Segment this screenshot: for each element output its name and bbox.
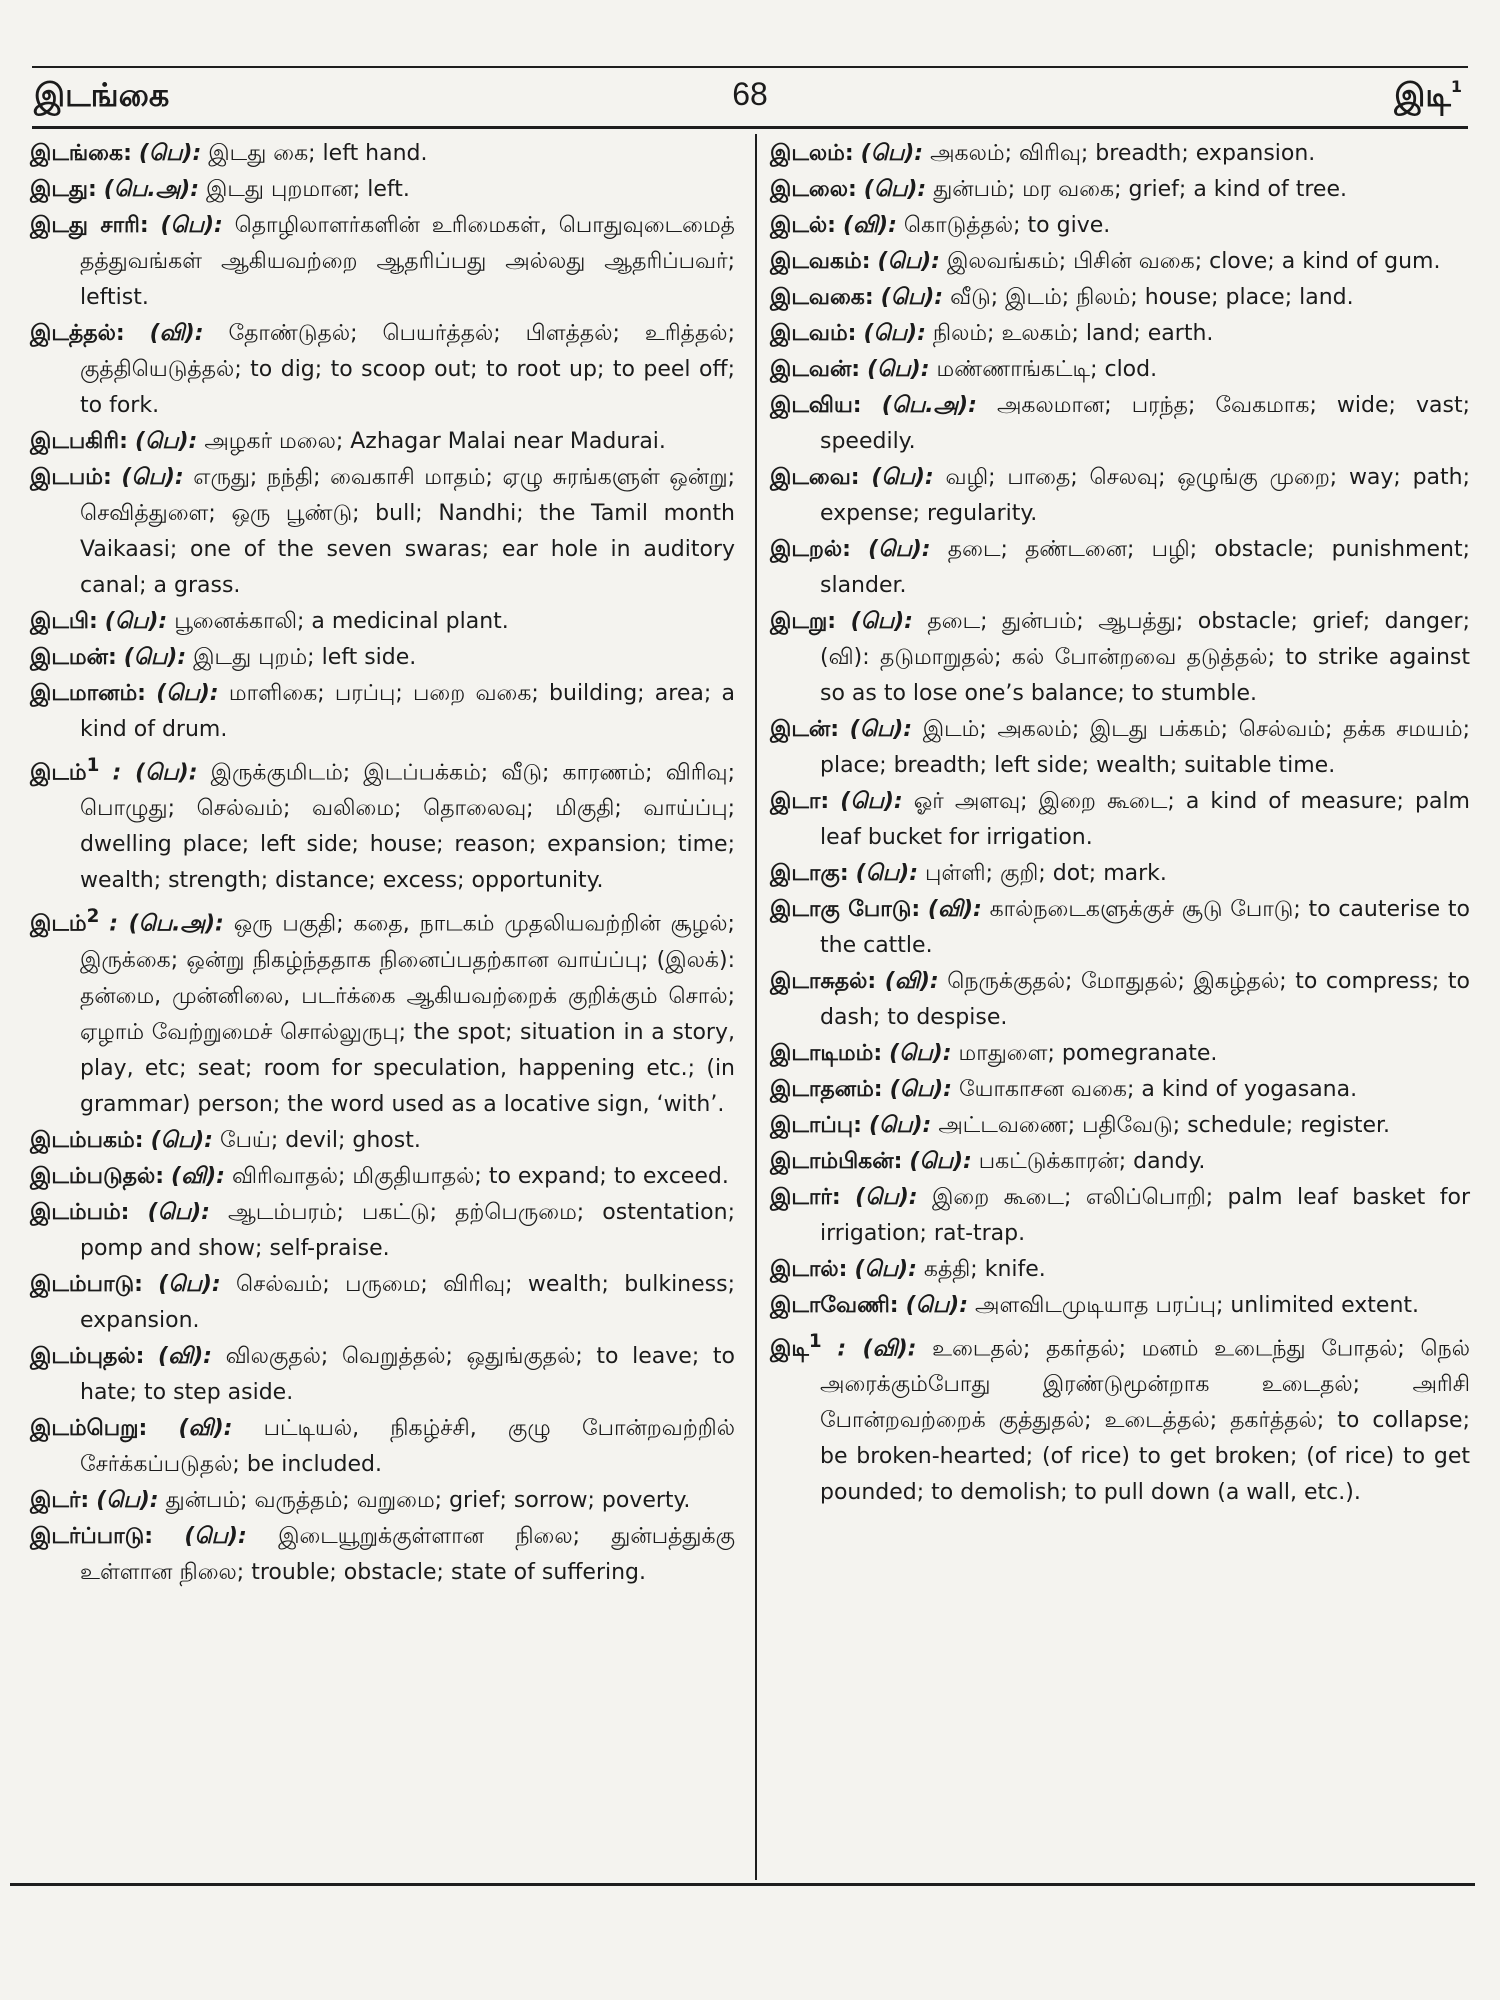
- dictionary-entry: [770, 856, 1470, 892]
- dictionary-entry: [30, 1411, 735, 1483]
- entry-definition: மாதுளை; pomegranate.: [958, 1041, 1218, 1066]
- entry-part-of-speech: (பெ.அ):: [103, 177, 200, 202]
- dictionary-entry: [770, 1108, 1470, 1144]
- entry-part-of-speech: (பெ):: [123, 645, 187, 670]
- entry-definition: இடது புறமான; left.: [206, 177, 410, 202]
- entry-part-of-speech: (பெ):: [871, 465, 934, 490]
- entry-headword: இடத்தல்:: [30, 321, 125, 346]
- entry-definition: அழகர் மலை; Azhagar Malai near Madurai.: [204, 429, 666, 454]
- entry-part-of-speech: : (பெ.அ):: [109, 911, 224, 937]
- dictionary-entry: [770, 1036, 1470, 1072]
- page-header: [32, 70, 1468, 124]
- entry-part-of-speech: (பெ):: [850, 609, 913, 634]
- dictionary-entry: [770, 1324, 1470, 1511]
- entry-headword: இடபகிரி:: [30, 429, 128, 454]
- entry-part-of-speech: (பெ):: [104, 609, 168, 634]
- dictionary-entry: [30, 1159, 735, 1195]
- entry-part-of-speech: : (பெ):: [112, 760, 198, 786]
- entry-definition: உடைதல்; தகர்தல்; மனம் உடைந்து போதல்; நெல் அரைக்கும்போது இரண்டுமூன்றாக உடைதல்; அரிசி போன்றவற்றைக் குத்துதல்; உடைத்தல்; தகர்த்தல்; to collapse; be broken-hearted; (of rice) to get broken; (of rice) to get pounded; to demolish; to pull down (a wall, etc.).: [820, 1336, 1470, 1506]
- entry-headword: இடபி:: [30, 609, 98, 634]
- dictionary-entry: [770, 316, 1470, 352]
- right-column: [770, 136, 1470, 1511]
- entry-part-of-speech: (பெ):: [156, 681, 219, 706]
- entry-part-of-speech: (பெ):: [860, 141, 924, 166]
- entry-headword: இடர்:: [30, 1487, 90, 1513]
- entry-definition: பட்டியல், நிகழ்ச்சி, குழு போன்றவற்றில் சேர்க்கப்படுதல்; be included.: [80, 1415, 735, 1477]
- entry-part-of-speech: (பெ):: [854, 1257, 917, 1282]
- entry-part-of-speech: (பெ):: [855, 861, 919, 886]
- entry-headword: இடா:: [770, 789, 830, 814]
- top-rule: [32, 66, 1468, 68]
- entry-definition: ஓர் அளவு; இறை கூடை; a kind of measure; palm leaf bucket for irrigation.: [820, 789, 1470, 850]
- entry-definition: கால்நடைகளுக்குச் சூடு போடு; to cauterise to the cattle.: [820, 897, 1470, 958]
- entry-headword: இடது சாரி:: [30, 213, 149, 238]
- entry-headword: இடம்படுதல்:: [30, 1163, 165, 1189]
- dictionary-entry: [770, 388, 1470, 460]
- entry-headword: இடவிய:: [770, 393, 862, 418]
- bottom-rule: [10, 1883, 1475, 1886]
- entry-definition: கத்தி; knife.: [923, 1257, 1046, 1282]
- entry-definition: இடது கை; left hand.: [208, 141, 428, 166]
- entry-definition: ஒரு பகுதி; கதை, நாடகம் முதலியவற்றின் சூழல்; இருக்கை; ஒன்று நிகழ்ந்ததாக நினைப்பதற்கான வாய்ப்பு; (இலக்): தன்மை, முன்னிலை, படர்க்கை ஆகியவற்றைக் குறிக்கும் சொல்; ஏழாம் வேற்றுமைச் சொல்லுருபு; the spot; situation in a story, play, etc; seat; room for speculation, happening etc.; (in grammar) person; the word used as a locative sign, ‘with’.: [80, 911, 735, 1117]
- entry-part-of-speech: (வி):: [927, 897, 982, 922]
- entry-definition: கொடுத்தல்; to give.: [903, 213, 1111, 238]
- entry-definition: இருக்குமிடம்; இடப்பக்கம்; வீடு; காரணம்; விரிவு; பொழுது; செல்வம்; வலிமை; தொலைவு; மிகுதி; வாய்ப்பு; dwelling place; left side; house; reason; expansion; time; wealth; strength; distance; excess; opportunity.: [80, 760, 736, 894]
- entry-definition: புள்ளி; குறி; dot; mark.: [925, 861, 1167, 886]
- dictionary-entry: [30, 748, 735, 899]
- entry-headword: இடாதனம்:: [770, 1077, 883, 1102]
- entry-headword: இடாம்பிகன்:: [770, 1149, 903, 1174]
- dictionary-entry: [770, 1180, 1470, 1252]
- entry-definition: தொழிலாளர்களின் உரிமைகள், பொதுவுடைமைத் தத்துவங்கள் ஆகியவற்றை ஆதரிப்பது அல்லது ஆதரிப்பவர்; leftist.: [80, 213, 736, 310]
- entry-headword: இடவை:: [770, 465, 860, 490]
- entry-headword: இடம்பெறு:: [30, 1415, 148, 1441]
- dictionary-entry: [770, 604, 1470, 712]
- dictionary-entry: [30, 899, 735, 1122]
- entry-headword: இடவன்:: [770, 357, 861, 382]
- entry-part-of-speech: (பெ):: [909, 1149, 972, 1174]
- dictionary-entry: [30, 460, 735, 604]
- entry-definition: நெருக்குதல்; மோதுதல்; இகழ்தல்; to compress; to dash; to despise.: [820, 969, 1470, 1030]
- entry-homonym-number: 2: [86, 906, 100, 928]
- entry-part-of-speech: (பெ):: [138, 141, 202, 166]
- dictionary-entry: [30, 316, 735, 424]
- dictionary-entry: [30, 424, 735, 460]
- entry-headword: இடாவேணி:: [770, 1293, 899, 1318]
- entry-headword: இடமானம்:: [30, 681, 146, 706]
- entry-headword: இடவகம்:: [770, 249, 871, 274]
- entry-definition: அளவிடமுடியாத பரப்பு; unlimited extent.: [975, 1293, 1420, 1318]
- entry-definition: தோண்டுதல்; பெயர்த்தல்; பிளத்தல்; உரித்தல்; குத்தியெடுத்தல்; to dig; to scoop out; to root up; to peel off; to fork.: [80, 321, 735, 418]
- entry-headword: இடலம்:: [770, 141, 854, 166]
- entry-definition: துன்பம்; வருத்தம்; வறுமை; grief; sorrow; poverty.: [165, 1487, 691, 1513]
- dictionary-entry: [770, 532, 1470, 604]
- entry-definition: இடது புறம்; left side.: [193, 645, 417, 670]
- dictionary-entry: [770, 208, 1470, 244]
- entry-part-of-speech: (வி):: [884, 969, 939, 994]
- dictionary-entry: [770, 352, 1470, 388]
- entry-part-of-speech: (பெ):: [160, 213, 223, 238]
- dictionary-entry: [770, 460, 1470, 532]
- entry-headword: இடங்கை:: [30, 141, 132, 166]
- dictionary-entry: [30, 1339, 735, 1411]
- entry-part-of-speech: (பெ):: [840, 789, 903, 814]
- entry-definition: இறை கூடை; எலிப்பொறி; palm leaf basket for irrigation; rat-trap.: [820, 1185, 1470, 1246]
- entry-part-of-speech: (பெ):: [150, 1127, 213, 1153]
- entry-definition: வீடு; இடம்; நிலம்; house; place; land.: [950, 285, 1354, 310]
- entry-headword: இடாப்பு:: [770, 1113, 862, 1138]
- entry-part-of-speech: (பெ):: [863, 321, 926, 346]
- entry-headword: இடம்பாடு:: [30, 1271, 143, 1297]
- entry-homonym-number: 1: [808, 1331, 822, 1352]
- entry-headword: இடம்புதல்:: [30, 1343, 145, 1369]
- dictionary-entry: [770, 964, 1470, 1036]
- dictionary-entry: [770, 244, 1470, 280]
- entry-definition: மண்ணாங்கட்டி; clod.: [936, 357, 1158, 382]
- entry-headword: இடவகை:: [770, 285, 874, 310]
- entry-headword: இடறல்:: [770, 537, 851, 562]
- entry-headword: இடம்: [30, 911, 87, 937]
- entry-part-of-speech: : (வி):: [837, 1336, 917, 1362]
- entry-headword: இடன்:: [770, 717, 840, 742]
- entry-part-of-speech: (பெ):: [147, 1199, 210, 1225]
- dictionary-entry: [770, 1288, 1470, 1324]
- dictionary-entry: [770, 136, 1470, 172]
- entry-definition: பூனைக்காலி; a medicinal plant.: [174, 609, 509, 634]
- dictionary-entry: [30, 172, 735, 208]
- entry-headword: இடது:: [30, 177, 97, 202]
- entry-headword: இடர்ப்பாடு:: [30, 1523, 154, 1549]
- entry-part-of-speech: (பெ):: [158, 1271, 221, 1297]
- entry-definition: இடையூறுக்குள்ளான நிலை; துன்பத்துக்கு உள்ளான நிலை; trouble; obstacle; state of suffering.: [80, 1523, 735, 1585]
- entry-headword: இடாகு:: [770, 861, 849, 886]
- entry-part-of-speech: (பெ):: [889, 1041, 952, 1066]
- entry-part-of-speech: (பெ):: [889, 1077, 952, 1102]
- entry-definition: யோகாசன வகை; a kind of yogasana.: [958, 1077, 1358, 1102]
- dictionary-entry: [770, 1144, 1470, 1180]
- entry-part-of-speech: (பெ):: [184, 1523, 247, 1549]
- entry-definition: விலகுதல்; வெறுத்தல்; ஒதுங்குதல்; to leave; to hate; to step aside.: [80, 1343, 735, 1405]
- entry-headword: இடலை:: [770, 177, 857, 202]
- entry-part-of-speech: (வி):: [149, 321, 204, 346]
- entry-definition: இலவங்கம்; பிசின் வகை; clove; a kind of gum.: [946, 249, 1441, 274]
- entry-part-of-speech: (பெ):: [134, 429, 198, 454]
- entry-part-of-speech: (பெ):: [863, 177, 927, 202]
- entry-headword: இடம்பகம்:: [30, 1127, 144, 1153]
- dictionary-entry: [30, 136, 735, 172]
- entry-headword: இடறு:: [770, 609, 837, 634]
- entry-part-of-speech: (வி):: [842, 213, 897, 238]
- dictionary-entry: [770, 892, 1470, 964]
- page-number: 68: [732, 76, 768, 112]
- dictionary-entry: [30, 1483, 735, 1519]
- header-last-word: இடி$^1$: [1394, 76, 1462, 114]
- dictionary-entry: [770, 280, 1470, 316]
- dictionary-entry: [770, 1072, 1470, 1108]
- dictionary-entry: [30, 640, 735, 676]
- entry-definition: இடம்; அகலம்; இடது பக்கம்; செல்வம்; தக்க சமயம்; place; breadth; left side; wealth; suitable time.: [820, 717, 1471, 778]
- entry-definition: பேய்; devil; ghost.: [219, 1127, 421, 1153]
- dictionary-entry: [770, 712, 1470, 784]
- entry-headword: இடாசுதல்:: [770, 969, 877, 994]
- header-rule: [32, 126, 1468, 129]
- entry-definition: அகலம்; விரிவு; breadth; expansion.: [930, 141, 1316, 166]
- dictionary-entry: [30, 604, 735, 640]
- entry-definition: பகட்டுக்காரன்; dandy.: [978, 1149, 1206, 1174]
- entry-headword: இடம்பம்:: [30, 1199, 130, 1225]
- entry-part-of-speech: (பெ):: [905, 1293, 969, 1318]
- entry-part-of-speech: (பெ):: [877, 249, 940, 274]
- entry-part-of-speech: (வி):: [178, 1415, 233, 1441]
- entry-definition: நிலம்; உலகம்; land; earth.: [932, 321, 1214, 346]
- dictionary-entry: [30, 1195, 735, 1267]
- dictionary-entry: [770, 784, 1470, 856]
- entry-headword: இடல்:: [770, 213, 836, 238]
- dictionary-entry: [770, 1252, 1470, 1288]
- entry-part-of-speech: (பெ):: [868, 1113, 932, 1138]
- entry-homonym-number: 1: [86, 755, 100, 776]
- entry-headword: இடாகு போடு:: [770, 897, 921, 922]
- entry-definition: எருது; நந்தி; வைகாசி மாதம்; ஏழு சுரங்களுள் ஒன்று; செவித்துளை; ஒரு பூண்டு; bull; Nandhi; the Tamil month Vaikaasi; one of the seven swaras; ear hole in auditory canal; a grass.: [80, 465, 736, 598]
- entry-headword: இடவம்:: [770, 321, 857, 346]
- dictionary-entry: [30, 1123, 735, 1159]
- entry-part-of-speech: (வி):: [158, 1343, 212, 1369]
- entry-part-of-speech: (பெ.அ):: [881, 393, 977, 418]
- entry-part-of-speech: (பெ):: [855, 1185, 918, 1210]
- entry-headword: இடாடிமம்:: [770, 1041, 883, 1066]
- entry-part-of-speech: (பெ):: [96, 1487, 159, 1513]
- dictionary-entry: [770, 172, 1470, 208]
- dictionary-entry: [30, 1267, 735, 1339]
- entry-definition: தடை; துன்பம்; ஆபத்து; obstacle; grief; danger; (வி): தடுமாறுதல்; கல் போன்றவை தடுத்தல்; to strike against so as to lose one’s balance; to stumble.: [820, 609, 1470, 706]
- column-divider: [755, 134, 757, 1880]
- entry-definition: மாளிகை; பரப்பு; பறை வகை; building; area; a kind of drum.: [80, 681, 735, 742]
- dictionary-entry: [30, 1519, 735, 1591]
- entry-part-of-speech: (பெ):: [867, 357, 930, 382]
- entry-part-of-speech: (பெ):: [868, 537, 931, 562]
- entry-definition: செல்வம்; பருமை; விரிவு; wealth; bulkiness; expansion.: [80, 1271, 735, 1333]
- entry-definition: அட்டவணை; பதிவேடு; schedule; register.: [938, 1113, 1391, 1138]
- entry-headword: இடி: [770, 1336, 809, 1362]
- entry-headword: இடமன்:: [30, 645, 117, 670]
- entry-part-of-speech: (வி):: [171, 1163, 225, 1189]
- entry-headword: இடால்:: [770, 1257, 848, 1282]
- entry-definition: ஆடம்பரம்; பகட்டு; தற்பெருமை; ostentation; pomp and show; self-praise.: [80, 1199, 735, 1261]
- entry-definition: தடை; தண்டனை; பழி; obstacle; punishment; slander.: [820, 537, 1470, 598]
- entry-part-of-speech: (பெ):: [880, 285, 944, 310]
- entry-part-of-speech: (பெ):: [121, 465, 184, 490]
- header-first-word: இடங்கை: [34, 76, 170, 114]
- left-column: [30, 136, 735, 1591]
- entry-headword: இடம்: [30, 760, 87, 786]
- dictionary-entry: [30, 208, 735, 316]
- entry-definition: விரிவாதல்; மிகுதியாதல்; to expand; to exceed.: [231, 1163, 729, 1189]
- entry-definition: அகலமான; பரந்த; வேகமாக; wide; vast; speedily.: [820, 393, 1471, 454]
- dictionary-entry: [30, 676, 735, 748]
- entry-part-of-speech: (பெ):: [849, 717, 913, 742]
- entry-definition: துன்பம்; மர வகை; grief; a kind of tree.: [933, 177, 1347, 202]
- entry-headword: இடார்:: [770, 1185, 841, 1210]
- entry-headword: இடபம்:: [30, 465, 112, 490]
- entry-definition: வழி; பாதை; செலவு; ஒழுங்கு முறை; way; path; expense; regularity.: [820, 465, 1471, 526]
